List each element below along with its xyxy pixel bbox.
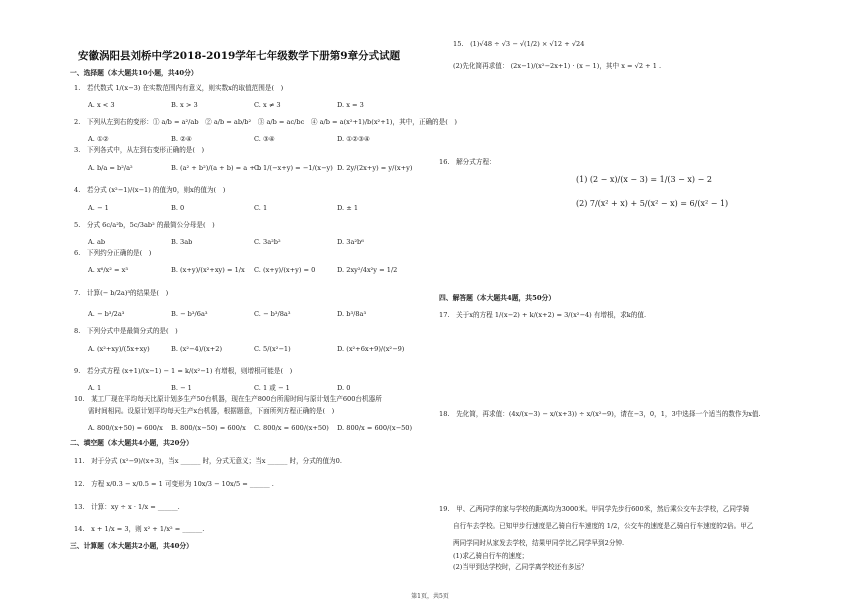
q8-option-b: B. (x²−4)/(x+2): [171, 345, 223, 353]
q9-option-c: C. 1 或 − 1: [254, 384, 290, 392]
q6-option-b: B. (x+y)/(x²+xy) = 1/x: [171, 266, 245, 274]
q6-option-d: D. 2xy²/4x²y = 1/2: [337, 266, 398, 274]
question-19-line-1: 19. 甲、乙两同学的家与学校的距离均为3000米。甲同学先步行600米，然后乘公交车去学校，乙同学骑: [439, 505, 750, 513]
q3-option-a: A. b/a = b²/a²: [88, 164, 133, 172]
question-5: 5. 分式 6c/a²b，5c/3ab² 的最简公分母是( ): [74, 221, 215, 229]
q5-option-b: B. 3ab: [171, 238, 193, 246]
q1-option-a: A. x < 3: [88, 101, 115, 109]
section-calc-heading: 三、计算题（本大题共2小题，共40分）: [70, 542, 193, 550]
q4-option-a: A. − 1: [88, 204, 109, 212]
q10-option-d: D. 800/x = 600/(x−50): [337, 424, 413, 432]
question-19-line-2: 自行车去学校。已知甲步行速度是乙骑自行车速度的 1/2，公交车的速度是乙骑自行车速度的2倍。甲乙: [453, 522, 754, 530]
q7-option-d: D. b³/8a³: [337, 310, 367, 318]
q8-option-d: D. (x²+6x+9)/(x²−9): [337, 345, 405, 353]
q7-option-c: C. − b³/8a³: [254, 310, 291, 318]
question-7: 7. 计算(− b/2a)³的结果是( ): [74, 289, 169, 297]
q3-option-d: D. 2y/(2x+y) = y/(x+y): [337, 164, 413, 172]
q10-option-b: B. 800/(x−50) = 600/x: [171, 424, 246, 432]
q9-option-d: D. 0: [337, 384, 351, 392]
page-title: 安徽涡阳县刘桥中学2018-2019学年七年级数学下册第9章分式试题: [78, 50, 401, 62]
question-8: 8. 下列分式中是最简分式的是( ): [74, 327, 178, 335]
q7-option-a: A. − b³/2a³: [88, 310, 125, 318]
equation-16-1: (1) (2 − x)/(x − 3) = 1/(3 − x) − 2: [576, 175, 712, 184]
question-15-part-2: (2)先化简再求值： (2x−1)/(x²−2x+1) · (x − 1)，其中 x = √2 + 1 .: [453, 62, 662, 70]
question-1: 1. 若代数式 1/(x−3) 在实数范围内有意义，则实数x的取值范围是( ): [74, 84, 284, 92]
section-choice-heading: 一、选择题（本大题共10小题，共40分）: [70, 69, 198, 77]
question-19-line-3: 两同学同时从家发去学校，结果甲同学比乙同学早到2分钟.: [453, 539, 625, 547]
section-answer-heading: 四、解答题（本大题共4题，共50分）: [439, 294, 556, 302]
question-9: 9. 若分式方程 (x+1)/(x−1) − 1 = k/(x²−1) 有增根，则增根可能是( ): [74, 367, 293, 375]
q1-option-c: C. x ≠ 3: [254, 101, 281, 109]
question-13: 13. 计算：xy ÷ x · 1/x = ______.: [74, 503, 180, 511]
question-4: 4. 若分式 (x²−1)/(x−1) 的值为0，则x的值为( ): [74, 186, 226, 194]
question-19-part-1: (1)求乙骑自行车的速度；: [453, 552, 529, 560]
question-10-line-2: 需时间相同。设原计划平均每天生产x台机器，根据题意，下面所列方程正确的是( ): [88, 407, 335, 415]
q6-option-a: A. x⁶/x² = x³: [88, 266, 128, 274]
q9-option-b: B. − 1: [171, 384, 192, 392]
q10-option-a: A. 800/(x+50) = 600/x: [88, 424, 163, 432]
question-3: 3. 下列各式中，从左到右变形正确的是( ): [74, 146, 205, 154]
question-6: 6. 下列约分正确的是( ): [74, 249, 152, 257]
q8-option-c: C. 5/(x²−1): [254, 345, 291, 353]
q2-option-b: B. ②④: [171, 135, 192, 143]
q6-option-c: C. (x+y)/(x+y) = 0: [254, 266, 316, 274]
q9-option-a: A. 1: [88, 384, 102, 392]
question-11: 11. 对于分式 (x²−9)/(x+3)，当x ______ 时，分式无意义；当x ______ 时，分式的值为0.: [74, 457, 342, 465]
q8-option-a: A. (x²+xy)/(5x+xy): [88, 345, 150, 353]
question-2: 2. 下列从左到右的变形：① a/b = a²/ab ② a/b = ab/b² ③ a/b = ac/bc ④ a/b = a(x²+1)/b(x²+1)，其中，正确的是( ): [74, 118, 457, 126]
question-10-line-1: 10. 某工厂现在平均每天比原计划多生产50台机器，现在生产800台所需时间与原计划生产600台机器所: [74, 395, 382, 403]
q5-option-d: D. 3a²b⁶: [337, 238, 364, 246]
equation-16-2: (2) 7/(x² + x) + 5/(x² − x) = 6/(x² − 1): [576, 199, 729, 208]
q3-option-b: B. (a² + b²)/(a + b) = a + b: [171, 164, 262, 172]
q7-option-b: B. − b³/6a³: [171, 310, 208, 318]
q1-option-b: B. x > 3: [171, 101, 198, 109]
q5-option-a: A. ab: [88, 238, 106, 246]
page-footer: 第1页，共5页: [411, 593, 449, 600]
q2-option-a: A. ①②: [88, 135, 109, 143]
question-15-part-1: 15. (1)√48 ÷ √3 − √(1/2) × √12 + √24: [453, 40, 585, 48]
question-14: 14. x + 1/x = 3，则 x² + 1/x² = ______.: [74, 525, 205, 533]
q2-option-d: D. ①②③④: [337, 135, 370, 143]
question-16: 16. 解分式方程：: [439, 158, 496, 166]
q10-option-c: C. 800/x = 600/(x+50): [254, 424, 329, 432]
q4-option-b: B. 0: [171, 204, 185, 212]
q2-option-c: C. ③④: [254, 135, 275, 143]
section-fill-heading: 二、填空题（本大题共4小题，共20分）: [70, 439, 193, 447]
q1-option-d: D. x = 3: [337, 101, 364, 109]
q4-option-d: D. ± 1: [337, 204, 359, 212]
question-17: 17. 关于x的方程 1/(x−2) + k/(x+2) = 3/(x²−4) 有增根，求k的值.: [439, 311, 647, 319]
q5-option-c: C. 3a²b²: [254, 238, 281, 246]
q4-option-c: C. 1: [254, 204, 268, 212]
q3-option-c: C. 1/(−x+y) = −1/(x−y): [254, 164, 333, 172]
question-18: 18. 先化简，再求值：(4x/(x−3) − x/(x+3)) ÷ x/(x²−9)，请在−3，0，1，3中选择一个适当的数作为x值.: [439, 410, 761, 418]
question-12: 12. 方程 x/0.3 − x/0.5 = 1 可变形为 10x/3 − 10x/5 = ______ .: [74, 480, 274, 488]
question-19-part-2: (2)当甲到达学校时，乙同学离学校还有多远？: [453, 563, 588, 571]
